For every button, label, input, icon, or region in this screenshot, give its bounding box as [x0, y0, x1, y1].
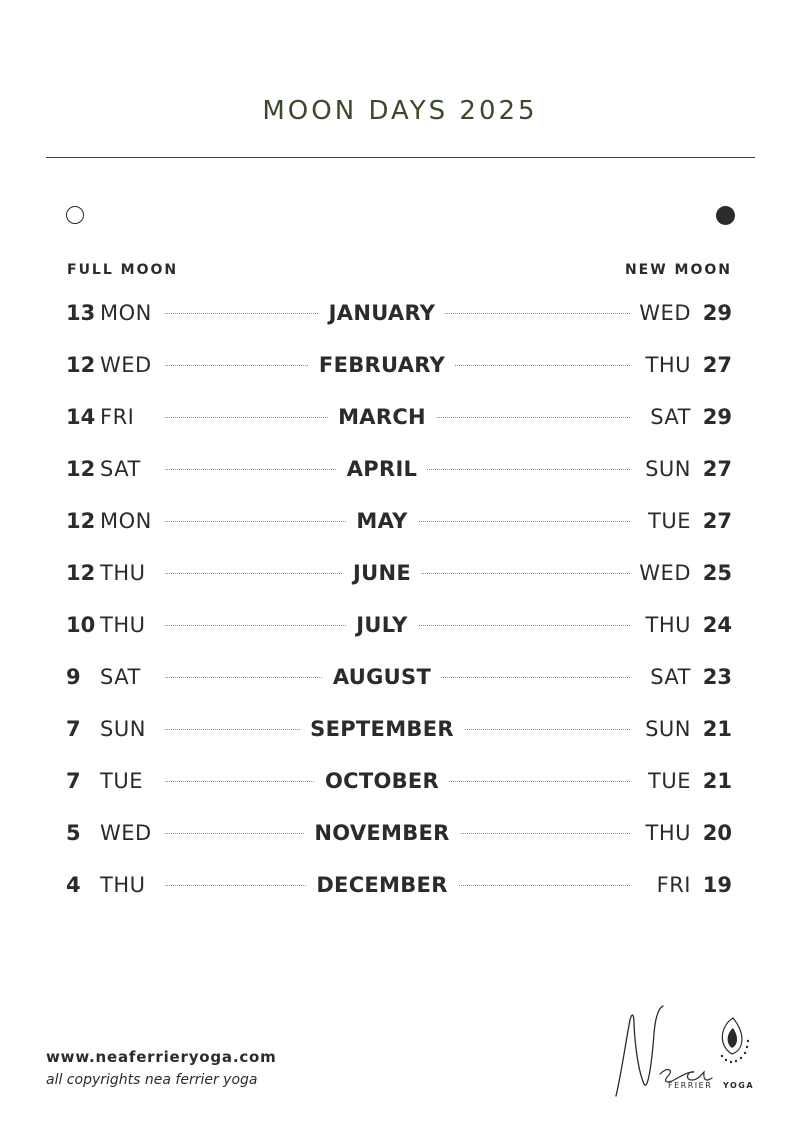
full-moon-weekday: MON	[100, 301, 152, 325]
full-moon-weekday: WED	[100, 353, 152, 377]
month-row	[0, 342, 800, 394]
title-divider	[46, 157, 755, 158]
new-moon-weekday: TUE	[648, 509, 691, 533]
new-moon-weekday: SAT	[650, 405, 691, 429]
new-moon-date: 29	[702, 301, 732, 325]
full-moon-date: 14	[66, 405, 96, 429]
month-label: APRIL	[337, 457, 428, 481]
month-row	[0, 758, 800, 810]
new-moon-date: 27	[702, 509, 732, 533]
full-moon-weekday: THU	[100, 873, 146, 897]
full-moon-weekday: THU	[100, 613, 146, 637]
full-moon-date: 7	[66, 717, 81, 741]
full-moon-weekday: TUE	[100, 769, 143, 793]
month-row	[0, 862, 800, 914]
month-name	[0, 872, 764, 898]
full-moon-icon	[66, 206, 84, 224]
new-moon-date: 24	[702, 613, 732, 637]
month-row	[0, 654, 800, 706]
full-moon-weekday: SAT	[100, 665, 141, 689]
new-moon-weekday: THU	[645, 353, 691, 377]
page-title: MOON DAYS 2025	[262, 96, 538, 126]
new-moon-weekday: SUN	[645, 457, 691, 481]
new-moon-weekday: THU	[645, 613, 691, 637]
month-row	[0, 290, 800, 342]
new-moon-weekday: WED	[639, 301, 691, 325]
full-moon-date: 12	[66, 561, 96, 585]
new-moon-weekday: THU	[645, 821, 691, 845]
logo-subtitle-left: FERRIER	[668, 1081, 713, 1090]
new-moon-date: 21	[702, 717, 732, 741]
logo-subtitle-right: YOGA	[723, 1081, 755, 1090]
month-label: NOVEMBER	[304, 821, 459, 845]
month-row	[0, 706, 800, 758]
full-moon-date: 5	[66, 821, 81, 845]
month-label: JULY	[346, 613, 417, 637]
copyright-text: all copyrights nea ferrier yoga	[46, 1072, 258, 1088]
new-moon-weekday: SUN	[645, 717, 691, 741]
full-moon-weekday: THU	[100, 561, 146, 585]
month-label: JUNE	[343, 561, 421, 585]
new-moon-date: 20	[702, 821, 732, 845]
month-label: SEPTEMBER	[300, 717, 464, 741]
new-moon-icon	[716, 206, 735, 225]
new-moon-date: 23	[702, 665, 732, 689]
new-moon-date: 25	[702, 561, 732, 585]
full-moon-date: 7	[66, 769, 81, 793]
new-moon-weekday: WED	[639, 561, 691, 585]
full-moon-weekday: WED	[100, 821, 152, 845]
new-moon-weekday: SAT	[650, 665, 691, 689]
new-moon-heading: NEW MOON	[624, 262, 732, 278]
full-moon-date: 13	[66, 301, 96, 325]
full-moon-date: 9	[66, 665, 81, 689]
nea-ferrier-yoga-logo	[608, 1000, 758, 1104]
month-row	[0, 446, 800, 498]
month-label: JANUARY	[319, 301, 446, 325]
full-moon-date: 4	[66, 873, 81, 897]
new-moon-date: 29	[702, 405, 732, 429]
full-moon-weekday: FRI	[100, 405, 135, 429]
full-moon-date: 12	[66, 457, 96, 481]
month-row	[0, 394, 800, 446]
full-moon-weekday: MON	[100, 509, 152, 533]
full-moon-date: 12	[66, 353, 96, 377]
new-moon-weekday: FRI	[656, 873, 691, 897]
new-moon-date: 27	[702, 457, 732, 481]
new-moon-date: 19	[702, 873, 732, 897]
month-label: AUGUST	[323, 665, 441, 689]
month-label: MARCH	[328, 405, 436, 429]
new-moon-date: 27	[702, 353, 732, 377]
month-row	[0, 498, 800, 550]
full-moon-date: 10	[66, 613, 96, 637]
full-moon-heading: FULL MOON	[67, 262, 179, 278]
full-moon-weekday: SUN	[100, 717, 146, 741]
full-moon-date: 12	[66, 509, 96, 533]
month-row	[0, 550, 800, 602]
full-moon-weekday: SAT	[100, 457, 141, 481]
month-row	[0, 602, 800, 654]
month-label: DECEMBER	[306, 873, 457, 897]
month-label: OCTOBER	[315, 769, 449, 793]
new-moon-weekday: TUE	[648, 769, 691, 793]
month-label: MAY	[346, 509, 417, 533]
month-label: FEBRUARY	[309, 353, 455, 377]
month-row	[0, 810, 800, 862]
website-link[interactable]: www.neaferrieryoga.com	[46, 1048, 277, 1066]
new-moon-date: 21	[702, 769, 732, 793]
moon-table	[0, 290, 800, 914]
